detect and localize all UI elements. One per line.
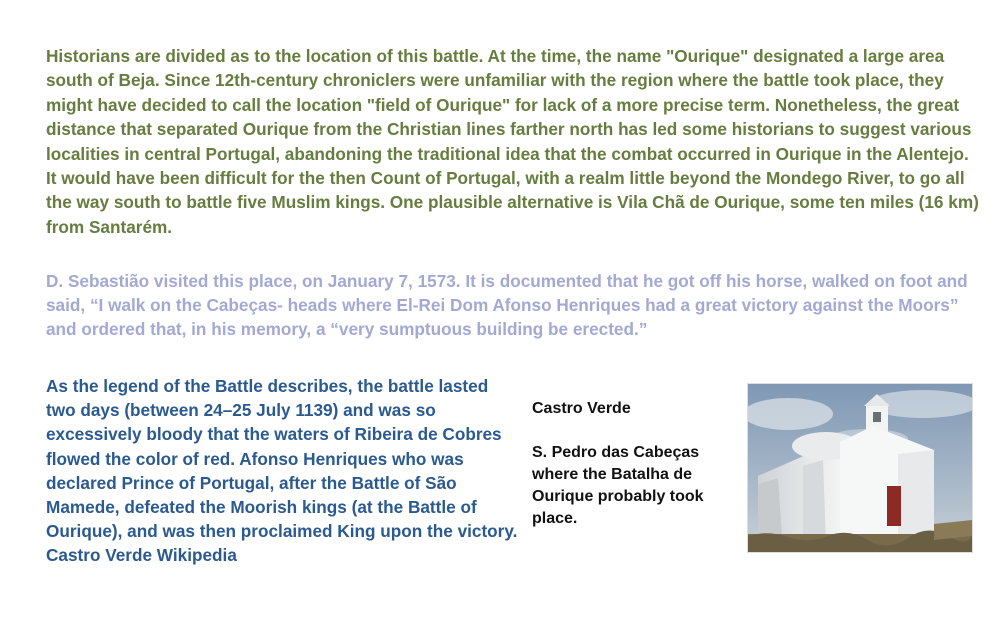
chapel-door [887,486,901,526]
buttress [803,460,826,544]
battle-legend-text: As the legend of the Battle describes, the battle lasted two days (between 24–25 July 1139) and was so excessively bloody that the waters of Ribeira de Cobres flowed the color of red. Afonso Henriques who was declared Prince of Portugal, after the Battle of São Mamede, defeated the Moorish kings (at the Battle of Ourique), and was then proclaimed King upon the victory. [46,376,518,542]
caption-description: S. Pedro das Cabeças where the Batalha de Ourique probably took place. [532,444,704,527]
chapel-illustration [748,384,972,552]
bell-opening [873,412,881,422]
chapel-photo [747,383,973,553]
caption-location: Castro Verde [532,400,631,417]
source-note: Castro Verde Wikipedia [46,545,237,566]
buttress [758,478,782,536]
battle-legend-paragraph [46,374,521,568]
sebastiao-visit-paragraph: D. Sebastião visited this place, on January 7, 1573. It is documented that he got off his horse, walked on foot and said, “I walk on the Cabeças- heads where El-Rei Dom Afonso Henriques had a great victory against the Moors” and ordered that, in his memory, a “very sumptuous building be erected.” [46,271,968,340]
photo-caption [532,398,742,530]
historians-paragraph: Historians are divided as to the location of this battle. At the time, the name "Ourique" designated a large area south of Beja. Since 12th-century chroniclers were unfamiliar with the region where the battle took place, they might have decided to call the location "field of Ourique" for lack of a more precise term. Nonetheless, the great distance that separated Ourique from the Christian lines farther north has led some historians to suggest various localities in central Portugal, abandoning the traditional idea that the combat occurred in Ourique in the Alentejo. It would have been difficult for the then Count of Portugal, with a realm little beyond the Mondego River, to go all the way south to battle five Muslim kings. One plausible alternative is Vila Chã de Ourique, some ten miles (16 km) from Santarém. [46,46,979,237]
